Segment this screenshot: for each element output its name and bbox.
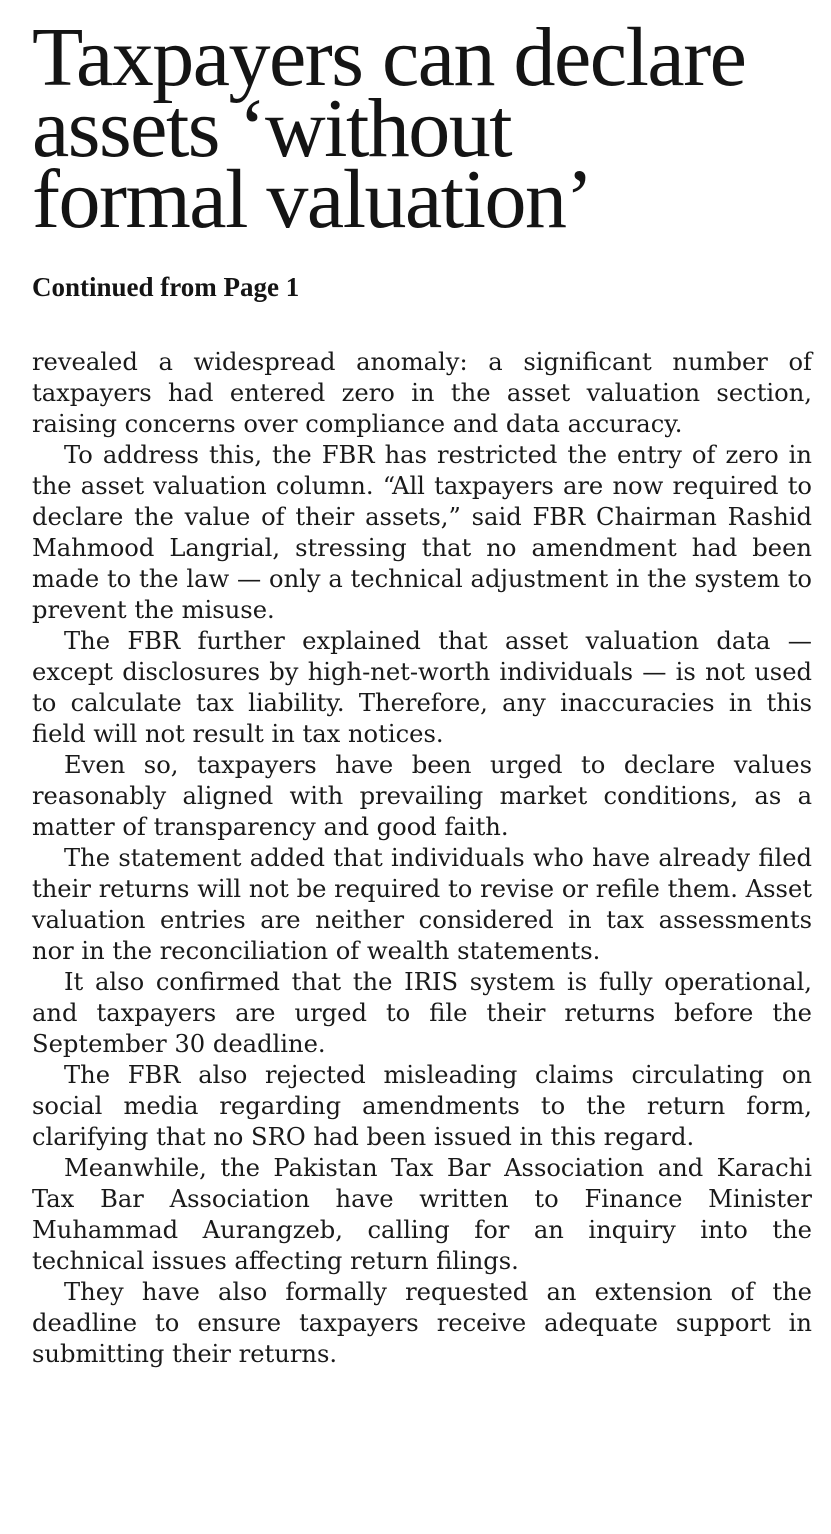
paragraph: It also confirmed that the IRIS system is fully operational, and taxpayers are urged to file their returns before the September 30 deadline. (32, 968, 812, 1058)
paragraph: revealed a widespread anomaly: a significant number of taxpayers had entered zero in the asset valuation section, raising concerns over compliance and data accuracy. (32, 348, 812, 438)
headline-line: Taxpayers can declare (32, 11, 746, 104)
headline-line: formal valuation’ (32, 153, 592, 246)
headline (32, 11, 812, 246)
paragraph: Even so, taxpayers have been urged to declare values reasonably aligned with prevailing market conditions, as a matter of transparency and good faith. (32, 751, 812, 841)
paragraph: They have also formally requested an extension of the deadline to ensure taxpayers receive adequate support in submitting their returns. (32, 1278, 812, 1368)
headline-line: assets ‘without (32, 82, 512, 175)
paragraph: Meanwhile, the Pakistan Tax Bar Association and Karachi Tax Bar Association have written to Finance Minister Muhammad Aurangzeb, calling for an inquiry into the technical issues affecting return filings. (32, 1154, 812, 1275)
continued-from-label: Continued from Page 1 (32, 272, 300, 302)
paragraph: The FBR also rejected misleading claims circulating on social media regarding amendments to the return form, clarifying that no SRO had been issued in this regard. (32, 1061, 812, 1151)
paragraph: The statement added that individuals who have already filed their returns will not be required to revise or refile them. Asset valuation entries are neither considered in tax assessments nor in the reconciliation of wealth statements. (32, 844, 812, 965)
article-body (32, 347, 812, 1370)
paragraph: To address this, the FBR has restricted the entry of zero in the asset valuation column. “All taxpayers are now required to declare the value of their assets,” said FBR Chairman Rashid Mahmood Langrial, stressing that no amendment had been made to the law — only a technical adjustment in the system to prevent the misuse. (32, 441, 812, 624)
news-article (32, 11, 812, 1370)
paragraph: The FBR further explained that asset valuation data — except disclosures by high-net-worth individuals — is not used to calculate tax liability. Therefore, any inaccuracies in this field will not result in tax notices. (32, 627, 812, 748)
